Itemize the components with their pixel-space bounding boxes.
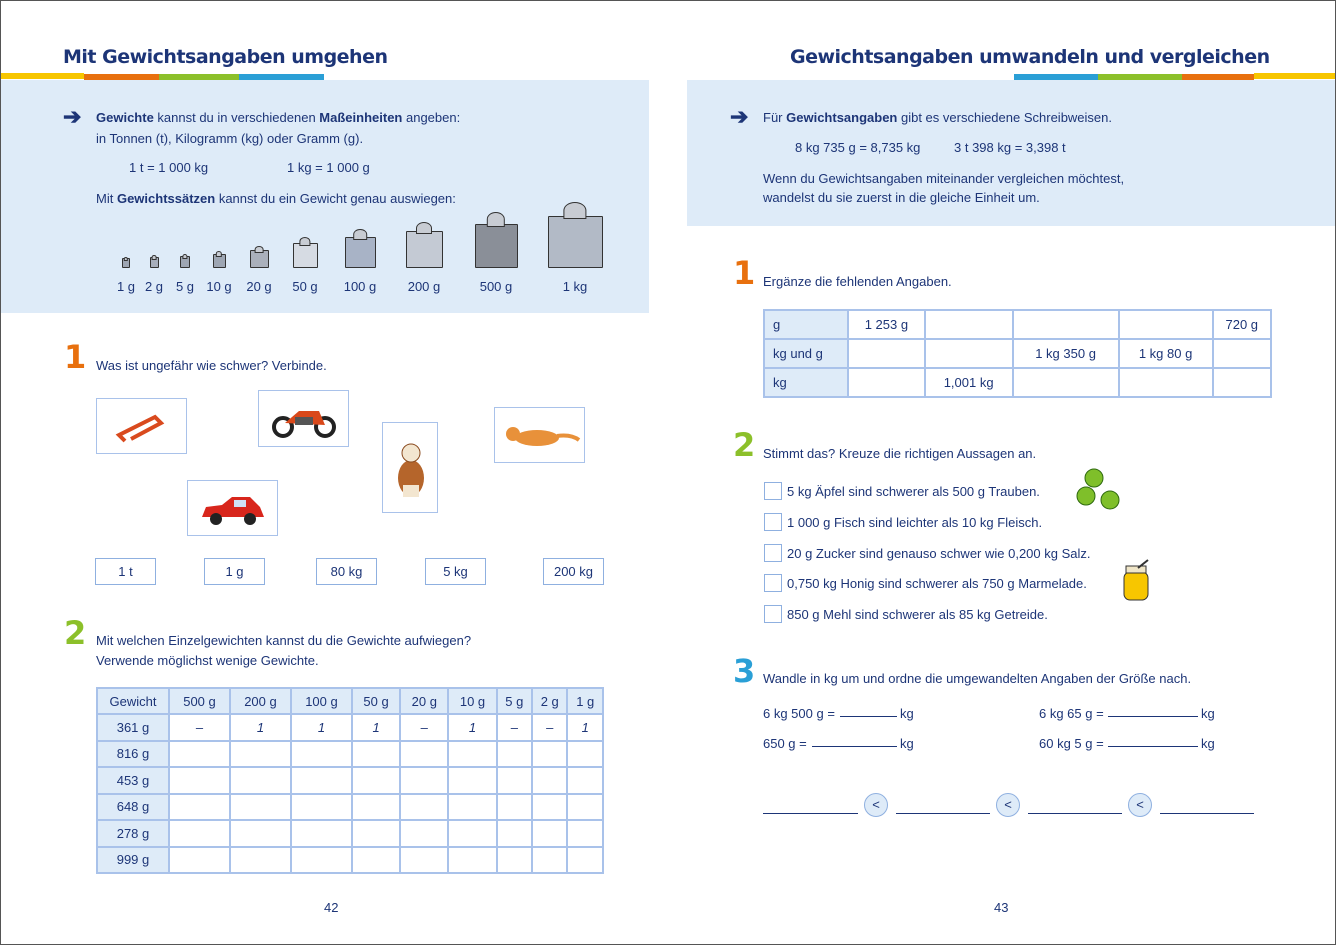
table-header-row	[97, 688, 603, 714]
table-cell[interactable]	[1119, 368, 1213, 397]
table-cell[interactable]	[448, 794, 496, 821]
row-header: 278 g	[97, 820, 169, 847]
weight-icon	[345, 237, 376, 268]
row-header: kg und g	[764, 339, 848, 368]
exercise-number: 2	[64, 614, 87, 652]
table-cell[interactable]	[448, 741, 496, 768]
row-header: 999 g	[97, 847, 169, 874]
unit: kg	[900, 706, 914, 721]
row-header: 816 g	[97, 741, 169, 768]
table-cell[interactable]	[1013, 368, 1119, 397]
table-row	[97, 767, 603, 794]
row-header: 453 g	[97, 767, 169, 794]
table-cell[interactable]	[1213, 339, 1271, 368]
weight-label: 10 g	[206, 279, 232, 294]
conversion-item: 650 g =	[763, 736, 807, 751]
table-cell[interactable]	[352, 847, 400, 874]
table-cell[interactable]: 1 kg 350 g	[1013, 339, 1119, 368]
column-header: 500 g	[169, 688, 230, 714]
checkbox[interactable]	[764, 482, 782, 500]
table-cell[interactable]	[169, 741, 230, 768]
table-cell[interactable]	[400, 794, 448, 821]
table-cell[interactable]	[169, 847, 230, 874]
weight-label: 100 g	[343, 279, 377, 294]
table-cell[interactable]: –	[400, 714, 448, 741]
equation: 8 kg 735 g = 8,735 kg	[795, 140, 921, 155]
table-cell[interactable]	[848, 368, 925, 397]
exercise-prompt: Mit welchen Einzelgewichten kannst du die Gewichte aufwiegen?	[96, 633, 472, 648]
exercise-prompt: Verwende möglichst wenige Gewichte.	[96, 653, 319, 668]
table-cell[interactable]: 1	[448, 714, 496, 741]
exercise-prompt: Ergänze die fehlenden Angaben.	[763, 274, 952, 289]
text: kannst du ein Gewicht genau auswiegen:	[215, 191, 456, 206]
table-cell[interactable]: –	[169, 714, 230, 741]
table-cell[interactable]	[567, 820, 603, 847]
exercise-number: 1	[64, 338, 87, 376]
checkbox[interactable]	[764, 605, 782, 623]
column-header: Gewicht	[97, 688, 169, 714]
table-cell[interactable]	[352, 820, 400, 847]
statement-text: 5 kg Äpfel sind schwerer als 500 g Trauben.	[787, 484, 1040, 499]
conversion-item: 60 kg 5 g =	[1039, 736, 1104, 751]
table-cell[interactable]	[230, 820, 291, 847]
exercise-number: 1	[733, 254, 756, 292]
color-bar	[0, 73, 84, 79]
row-header: kg	[764, 368, 848, 397]
table-cell[interactable]: 1	[230, 714, 291, 741]
answer-line[interactable]	[840, 716, 897, 717]
table-row	[764, 368, 1271, 397]
table-cell[interactable]: 720 g	[1213, 310, 1271, 339]
table-cell[interactable]	[497, 847, 532, 874]
bold-text: Gewichtsangaben	[786, 110, 898, 125]
order-line[interactable]	[896, 813, 990, 814]
bold-text: Gewichte	[96, 110, 154, 125]
table-cell[interactable]: –	[532, 714, 567, 741]
table-cell[interactable]	[400, 820, 448, 847]
bold-text: Maßeinheiten	[319, 110, 403, 125]
table-cell[interactable]	[230, 794, 291, 821]
motorcycle-image[interactable]	[258, 390, 349, 447]
column-header: 2 g	[532, 688, 567, 714]
answer-line[interactable]	[1108, 746, 1198, 747]
table-cell[interactable]: 1 kg 80 g	[1119, 339, 1213, 368]
table-row	[97, 714, 603, 741]
table-cell[interactable]	[567, 847, 603, 874]
table-cell[interactable]: 1	[567, 714, 603, 741]
equation: 3 t 398 kg = 3,398 t	[954, 140, 1066, 155]
table-row	[97, 794, 603, 821]
table-cell[interactable]	[400, 767, 448, 794]
table-cell[interactable]	[925, 310, 1013, 339]
apples-icon	[1070, 460, 1126, 512]
answer-box[interactable]: 80 kg	[316, 558, 377, 585]
table-cell[interactable]	[352, 741, 400, 768]
column-header: 1 g	[567, 688, 603, 714]
weight-label: 5 g	[175, 279, 195, 294]
info-line-2: in Tonnen (t), Kilogramm (kg) oder Gramm (g).	[96, 131, 364, 146]
bold-text: Gewichtssätzen	[116, 191, 216, 206]
column-header: 10 g	[448, 688, 496, 714]
text: Mit	[96, 191, 117, 206]
weight-label: 200 g	[407, 279, 441, 294]
info-line-3	[96, 191, 456, 206]
table-cell[interactable]	[230, 847, 291, 874]
weight-icon	[475, 224, 518, 268]
table-cell[interactable]	[567, 794, 603, 821]
table-cell[interactable]	[1119, 310, 1213, 339]
conversion-table	[763, 309, 1272, 398]
info-line-3: wandelst du sie zuerst in die gleiche Einheit um.	[763, 190, 1040, 205]
table-cell[interactable]	[448, 820, 496, 847]
table-cell[interactable]	[925, 339, 1013, 368]
table-cell[interactable]	[567, 741, 603, 768]
page-number: 42	[324, 900, 339, 915]
checkbox[interactable]	[764, 544, 782, 562]
table-cell[interactable]: 1	[352, 714, 400, 741]
table-cell[interactable]	[291, 847, 352, 874]
weight-label: 2 g	[144, 279, 164, 294]
weight-label: 20 g	[246, 279, 272, 294]
exercise-number: 2	[733, 426, 756, 464]
info-line-1	[96, 110, 460, 125]
text: Für	[763, 110, 787, 125]
exercise-prompt: Wandle in kg um und ordne die umgewandelten Angaben der Größe nach.	[763, 671, 1192, 686]
statement-text: 1 000 g Fisch sind leichter als 10 kg Fleisch.	[787, 514, 1043, 530]
cat-image[interactable]	[494, 407, 585, 463]
table-cell[interactable]	[1213, 368, 1271, 397]
weight-icon	[548, 216, 603, 268]
dog-image[interactable]	[382, 422, 438, 513]
car-image[interactable]	[187, 480, 278, 536]
table-row	[764, 310, 1271, 339]
table-cell[interactable]	[448, 847, 496, 874]
weight-label: 1 g	[116, 279, 136, 294]
column-header: 50 g	[352, 688, 400, 714]
unit: kg	[900, 736, 914, 751]
order-line[interactable]	[1028, 813, 1122, 814]
answer-box[interactable]: 1 t	[95, 558, 156, 585]
text: gibt es verschiedene Schreibweisen.	[897, 110, 1112, 125]
table-cell[interactable]	[532, 767, 567, 794]
table-cell[interactable]	[400, 847, 448, 874]
weight-label: 500 g	[479, 279, 513, 294]
table-cell[interactable]	[532, 847, 567, 874]
row-header: 648 g	[97, 794, 169, 821]
honey-jar-icon	[1118, 558, 1154, 604]
column-header: 200 g	[230, 688, 291, 714]
table-cell[interactable]	[230, 767, 291, 794]
info-line-1	[763, 110, 1112, 125]
color-bar	[1254, 73, 1336, 79]
statement-text: 20 g Zucker sind genauso schwer wie 0,200 kg Salz.	[787, 545, 1091, 561]
text: angeben:	[402, 110, 461, 125]
exercise-prompt: Stimmt das? Kreuze die richtigen Aussagen an.	[763, 446, 1037, 461]
paperclip-image[interactable]	[96, 398, 187, 454]
row-header: g	[764, 310, 848, 339]
equation: 1 kg = 1 000 g	[287, 160, 370, 175]
table-cell[interactable]	[497, 767, 532, 794]
less-than-sign: <	[864, 793, 888, 817]
answer-line[interactable]	[812, 746, 897, 747]
column-header: 5 g	[497, 688, 532, 714]
text: kannst du in verschiedenen	[153, 110, 320, 125]
answer-line[interactable]	[1108, 716, 1198, 717]
weight-icon	[150, 257, 159, 268]
conversion-item: 6 kg 500 g =	[763, 706, 835, 721]
answer-box[interactable]: 5 kg	[425, 558, 486, 585]
table-cell[interactable]	[291, 794, 352, 821]
table-cell[interactable]	[848, 339, 925, 368]
table-cell[interactable]	[497, 741, 532, 768]
table-cell[interactable]: 1 253 g	[848, 310, 925, 339]
table-cell[interactable]: 1,001 kg	[925, 368, 1013, 397]
unit: kg	[1201, 736, 1215, 751]
exercise-number: 3	[733, 652, 756, 690]
table-cell[interactable]	[567, 767, 603, 794]
table-cell[interactable]: –	[497, 714, 532, 741]
arrow-right-icon: ➔	[63, 104, 82, 129]
weights-table	[96, 687, 604, 874]
table-cell[interactable]	[291, 820, 352, 847]
statement-text: 0,750 kg Honig sind schwerer als 750 g Marmelade.	[787, 576, 1087, 592]
info-line-2: Wenn du Gewichtsangaben miteinander vergleichen möchtest,	[763, 171, 1125, 186]
table-cell[interactable]	[352, 767, 400, 794]
table-cell[interactable]	[291, 741, 352, 768]
table-cell[interactable]	[169, 767, 230, 794]
weight-label: 1 kg	[562, 279, 588, 294]
column-header: 20 g	[400, 688, 448, 714]
answer-box[interactable]: 1 g	[204, 558, 265, 585]
table-cell[interactable]	[291, 767, 352, 794]
answer-box[interactable]: 200 kg	[543, 558, 604, 585]
checkbox[interactable]	[764, 513, 782, 531]
table-cell[interactable]: 1	[291, 714, 352, 741]
page-number: 43	[994, 900, 1009, 915]
table-cell[interactable]	[352, 794, 400, 821]
table-cell[interactable]	[169, 794, 230, 821]
table-cell[interactable]	[230, 741, 291, 768]
table-cell[interactable]	[1013, 310, 1119, 339]
order-line[interactable]	[1160, 813, 1254, 814]
table-row	[97, 820, 603, 847]
statement-text: 850 g Mehl sind schwerer als 85 kg Getreide.	[787, 607, 1048, 623]
column-header: 100 g	[291, 688, 352, 714]
unit: kg	[1201, 706, 1215, 721]
table-cell[interactable]	[497, 820, 532, 847]
table-cell[interactable]	[169, 820, 230, 847]
table-cell[interactable]	[497, 794, 532, 821]
table-cell[interactable]	[532, 820, 567, 847]
conversion-item: 6 kg 65 g =	[1039, 706, 1104, 721]
exercise-prompt: Was ist ungefähr wie schwer? Verbinde.	[96, 358, 327, 373]
table-cell[interactable]	[532, 794, 567, 821]
order-line[interactable]	[763, 813, 858, 814]
row-header: 361 g	[97, 714, 169, 741]
weight-icon	[180, 256, 190, 268]
arrow-right-icon: ➔	[730, 104, 749, 129]
equation: 1 t = 1 000 kg	[129, 160, 209, 175]
table-cell[interactable]	[532, 741, 567, 768]
weight-icon	[250, 250, 269, 268]
left-page-title: Mit Gewichtsangaben umgehen	[63, 46, 388, 68]
less-than-sign: <	[1128, 793, 1152, 817]
table-row	[97, 847, 603, 874]
less-than-sign: <	[996, 793, 1020, 817]
table-cell[interactable]	[448, 767, 496, 794]
table-row	[97, 741, 603, 768]
weight-icon	[213, 254, 226, 268]
weight-icon	[406, 231, 443, 268]
weight-icon	[122, 258, 130, 268]
right-page-title: Gewichtsangaben umwandeln und vergleichen	[790, 46, 1270, 68]
weight-label: 50 g	[292, 279, 318, 294]
table-cell[interactable]	[400, 741, 448, 768]
weight-icon	[293, 243, 318, 268]
table-row	[764, 339, 1271, 368]
checkbox[interactable]	[764, 574, 782, 592]
